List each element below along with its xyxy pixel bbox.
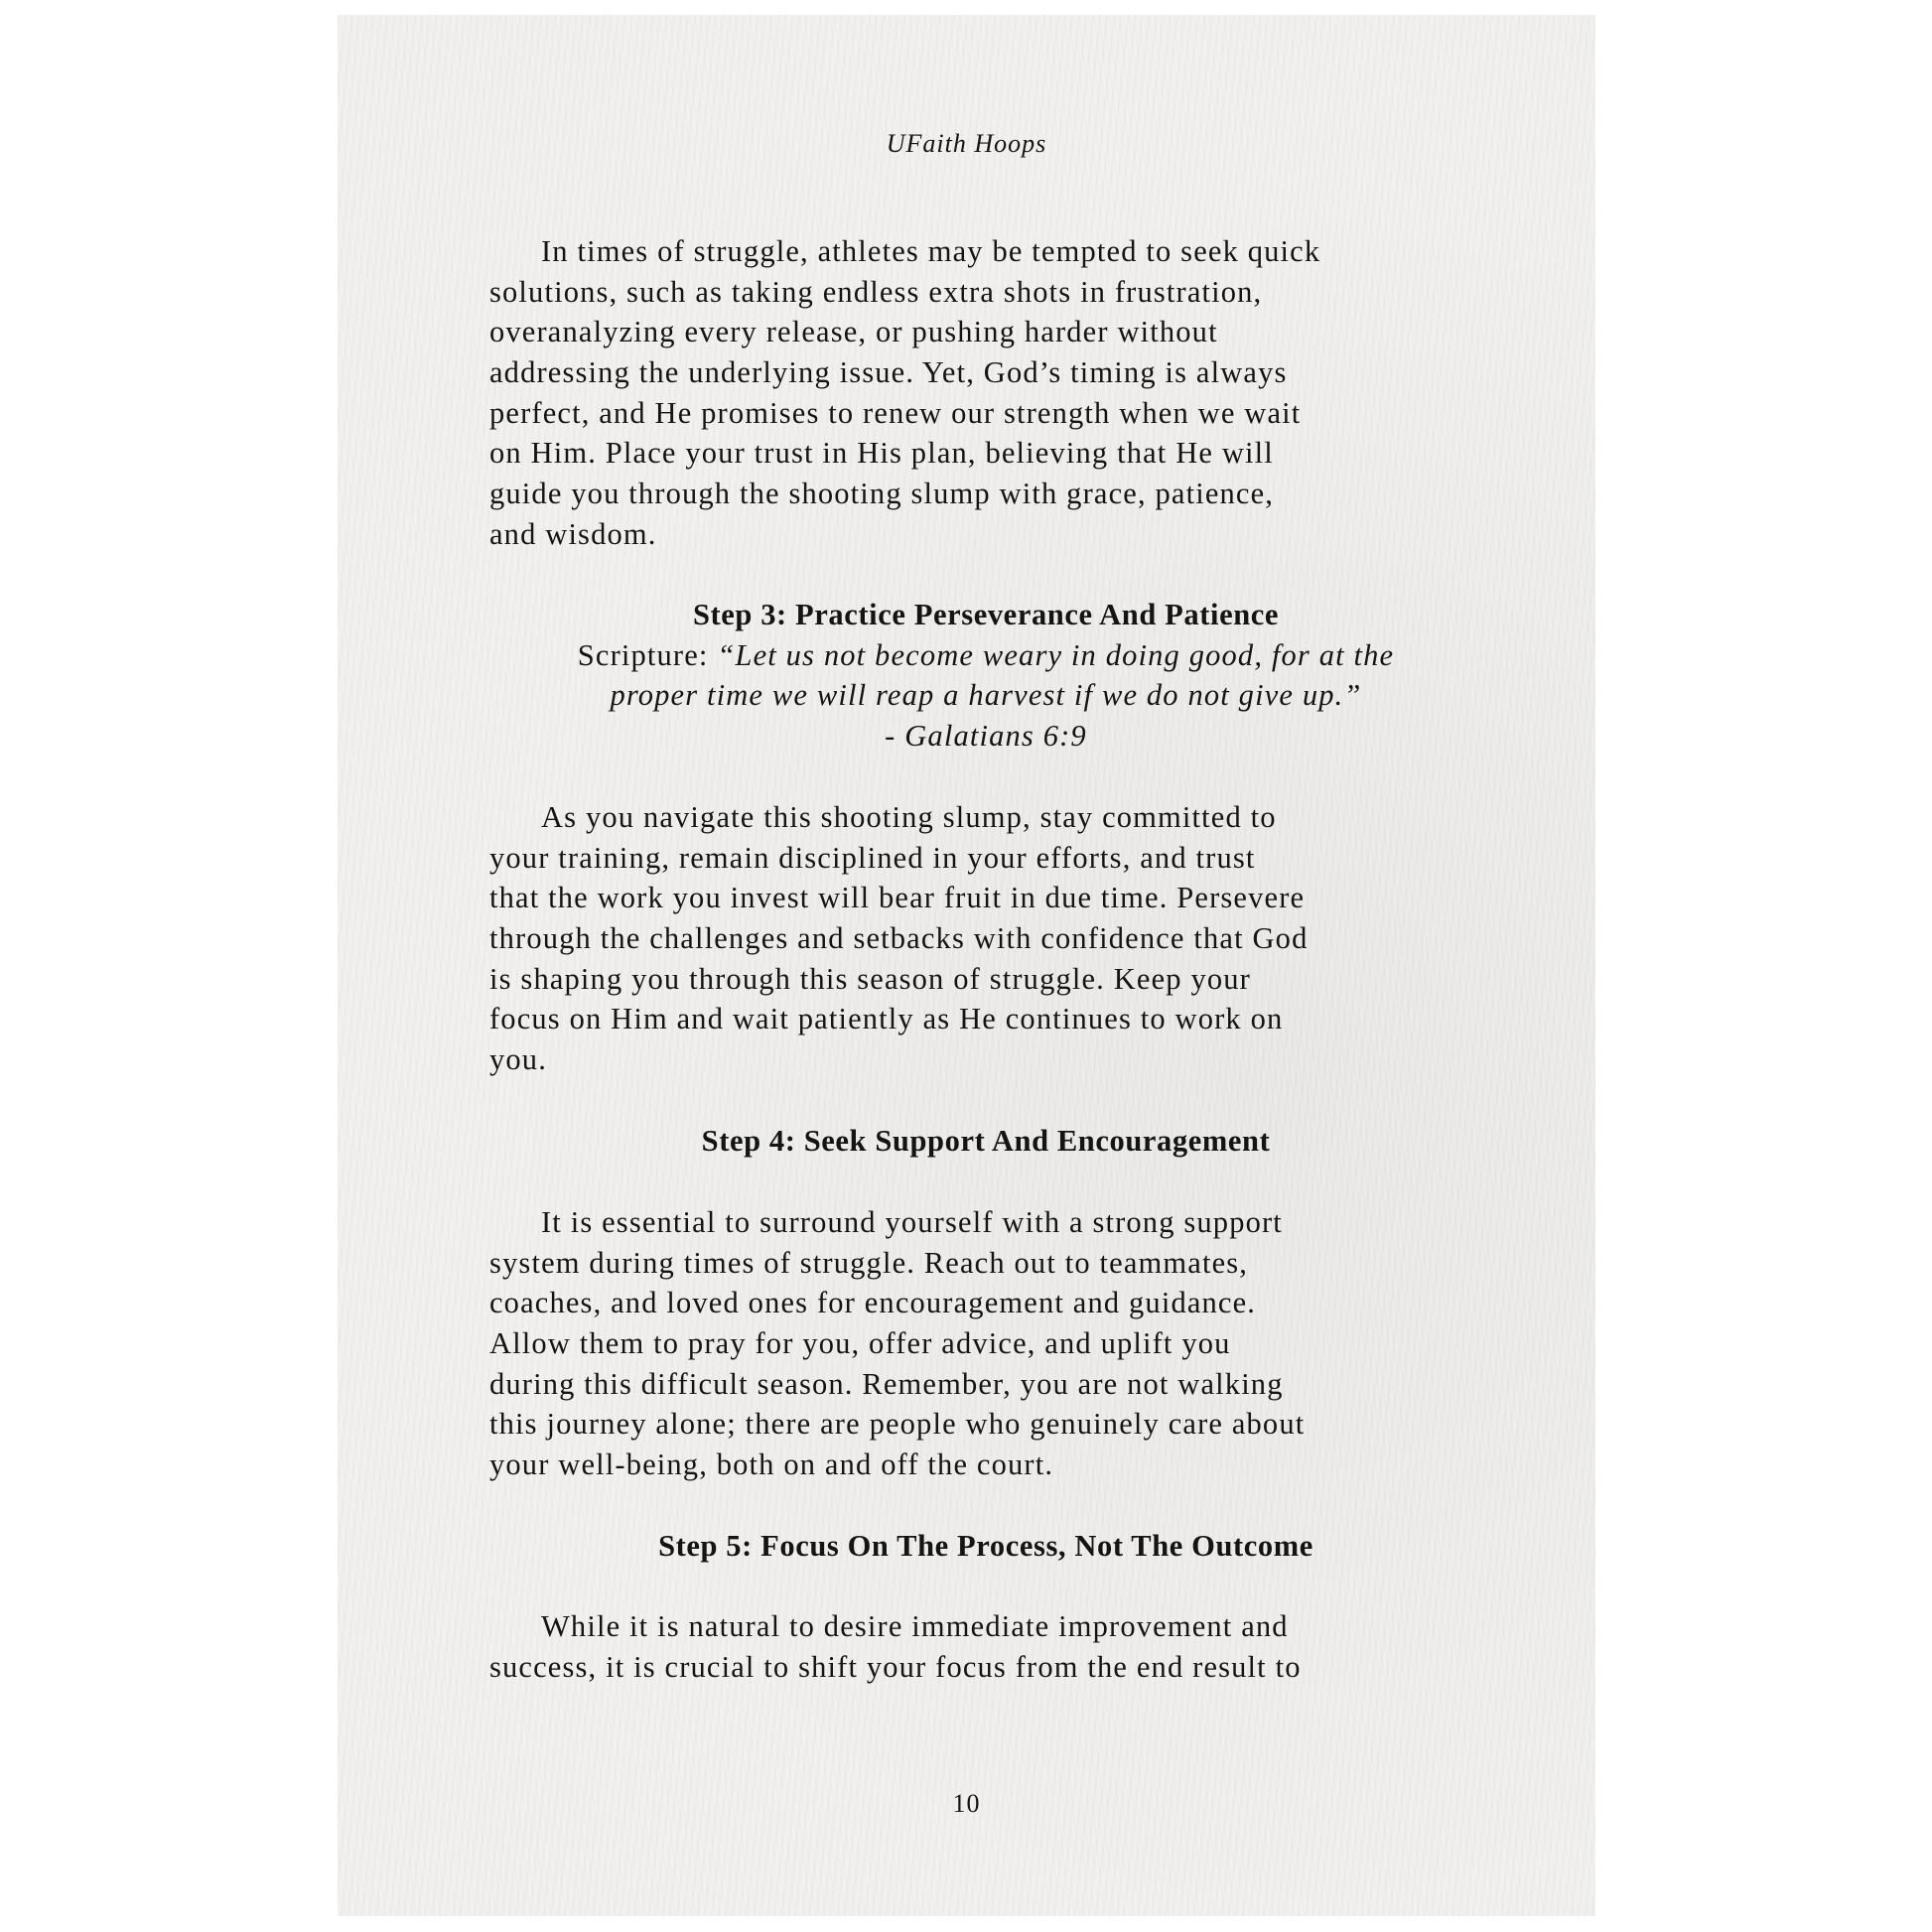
paragraph-line: and wisdom. [489, 516, 657, 551]
step-4-section [489, 1121, 1482, 1162]
paragraph-line: solutions, such as taking endless extra shots in frustration, [489, 274, 1263, 309]
paragraph-line: focus on Him and wait patiently as He continues to work on [489, 1002, 1284, 1036]
scripture-quote-part-2: proper time we will reap a harvest if we do not give up.” [610, 678, 1362, 713]
paragraph-2 [489, 797, 1482, 1080]
paragraph-line: this journey alone; there are people who genuinely care about [489, 1407, 1306, 1442]
scripture-label: Scripture: [577, 637, 718, 672]
paragraph-line: your well-being, both on and off the court. [489, 1448, 1054, 1482]
paragraph-line: Allow them to pray for you, offer advice, and uplift you [489, 1326, 1231, 1361]
scripture-quote-part-1: “Let us not become weary in doing good, for at the [717, 637, 1395, 672]
paragraph-3 [489, 1202, 1482, 1485]
paragraph-line: you. [489, 1042, 547, 1077]
step-3-section [489, 595, 1482, 757]
paragraph-line: In times of struggle, athletes may be tempted to seek quick [541, 234, 1321, 268]
paragraph-line: While it is natural to desire immediate improvement and [541, 1609, 1289, 1643]
scripture-line-1 [489, 635, 1482, 676]
paragraph-line: success, it is crucial to shift your focus from the end result to [489, 1649, 1302, 1684]
paragraph-line: that the work you invest will bear fruit in due time. Persevere [489, 881, 1306, 915]
book-page [338, 15, 1595, 1916]
paragraph-line: It is essential to surround yourself with a strong support [541, 1205, 1283, 1239]
paragraph-line: your training, remain disciplined in your efforts, and trust [489, 840, 1256, 875]
scripture-reference: - Galatians 6:9 [885, 719, 1087, 754]
paragraph-line: during this difficult season. Remember, you are not walking [489, 1366, 1284, 1401]
paragraph-4 [489, 1606, 1482, 1687]
paragraph-line: As you navigate this shooting slump, stay committed to [541, 800, 1277, 834]
paragraph-line: perfect, and He promises to renew our strength when we wait [489, 395, 1302, 430]
paragraph-line: addressing the underlying issue. Yet, God’s timing is always [489, 355, 1288, 390]
paragraph-1 [489, 231, 1482, 555]
paragraph-line: overanalyzing every release, or pushing harder without [489, 315, 1218, 349]
paragraph-line: on Him. Place your trust in His plan, believing that He will [489, 436, 1274, 471]
paragraph-line: through the challenges and setbacks with confidence that God [489, 921, 1309, 956]
paragraph-line: system during times of struggle. Reach out to teammates, [489, 1245, 1249, 1280]
page-number: 10 [952, 1789, 981, 1818]
step-3-heading: Step 3: Practice Perseverance And Patience [692, 598, 1280, 631]
step-5-section [489, 1526, 1482, 1567]
paragraph-line: is shaping you through this season of struggle. Keep your [489, 961, 1251, 996]
step-5-heading: Step 5: Focus On The Process, Not The Outcome [658, 1529, 1313, 1563]
running-head: UFaith Hoops [886, 129, 1047, 158]
paragraph-line: coaches, and loved ones for encouragement and guidance. [489, 1286, 1257, 1320]
step-4-heading: Step 4: Seek Support And Encouragement [701, 1124, 1271, 1158]
paragraph-line: guide you through the shooting slump with grace, patience, [489, 477, 1275, 511]
